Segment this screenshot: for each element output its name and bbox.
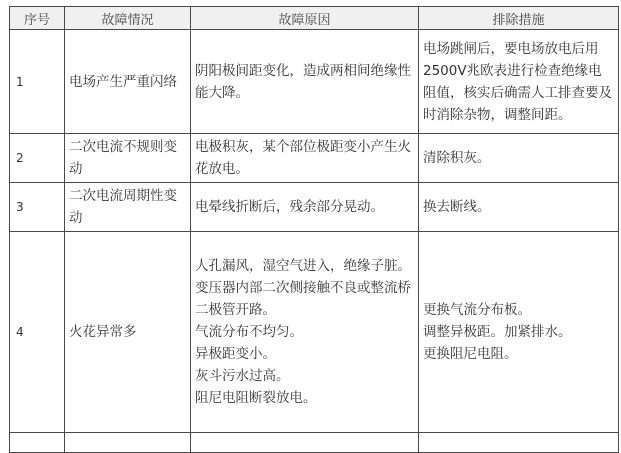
row-number: 1	[10, 30, 65, 134]
table-row	[10, 232, 619, 433]
fault-table	[9, 6, 619, 453]
remedy-line: 更换气流分布板。	[423, 302, 531, 318]
fault-remedy	[419, 183, 619, 232]
fault-cause	[191, 30, 419, 134]
header-symptom: 故障情况	[65, 7, 191, 30]
fault-remedy	[419, 134, 619, 183]
fault-remedy	[419, 30, 619, 134]
remedy-line: 更换阻尼电阻。	[423, 346, 518, 362]
fault-cause	[191, 134, 419, 183]
cause-line: 电晕线折断后，残余部分晃动。	[195, 199, 384, 215]
table-row	[10, 134, 619, 183]
header-no: 序号	[10, 7, 65, 30]
table-row	[10, 183, 619, 232]
cause-line: 气流分布不均匀。	[195, 324, 303, 340]
fault-cause	[191, 183, 419, 232]
header-remedy: 排除措施	[419, 7, 619, 30]
fault-symptom: 火花异常多	[65, 232, 191, 433]
header-row	[10, 7, 619, 30]
fault-symptom: 二次电流不规则变动	[65, 134, 191, 183]
remedy-line: 调整异极距。加紧排水。	[423, 324, 572, 340]
cause-line: 阴阳极间距变化，造成两相间绝缘性能大降。	[195, 62, 411, 101]
cause-line: 灰斗污水过高。	[195, 368, 290, 384]
fault-symptom: 电场产生严重闪络	[65, 30, 191, 134]
cause-line: 人孔漏风，湿空气进入，绝缘子脏。	[195, 258, 411, 274]
header-cause: 故障原因	[191, 7, 419, 30]
cause-line: 电极积灰，某个部位极距变小产生火花放电。	[195, 139, 411, 177]
fault-remedy	[419, 232, 619, 433]
row-number: 3	[10, 183, 65, 232]
remedy-line: 清除积灰。	[423, 150, 491, 166]
remedy-line: 换去断线。	[423, 199, 491, 215]
cause-line: 异极距变小。	[195, 346, 276, 362]
table-row	[10, 30, 619, 134]
fault-symptom: 二次电流周期性变动	[65, 183, 191, 232]
row-number: 2	[10, 134, 65, 183]
cause-line: 变压器内部二次侧接触不良或整流桥二极管开路。	[195, 280, 411, 318]
fault-cause	[191, 232, 419, 433]
remedy-line: 电场跳闸后，要电场放电后用2500V兆欧表进行检查绝缘电阻值，核实后确需人工排查要及时消除杂物，调整间距。	[423, 40, 612, 123]
row-number: 4	[10, 232, 65, 433]
cause-line: 阻尼电阻断裂放电。	[195, 390, 317, 406]
